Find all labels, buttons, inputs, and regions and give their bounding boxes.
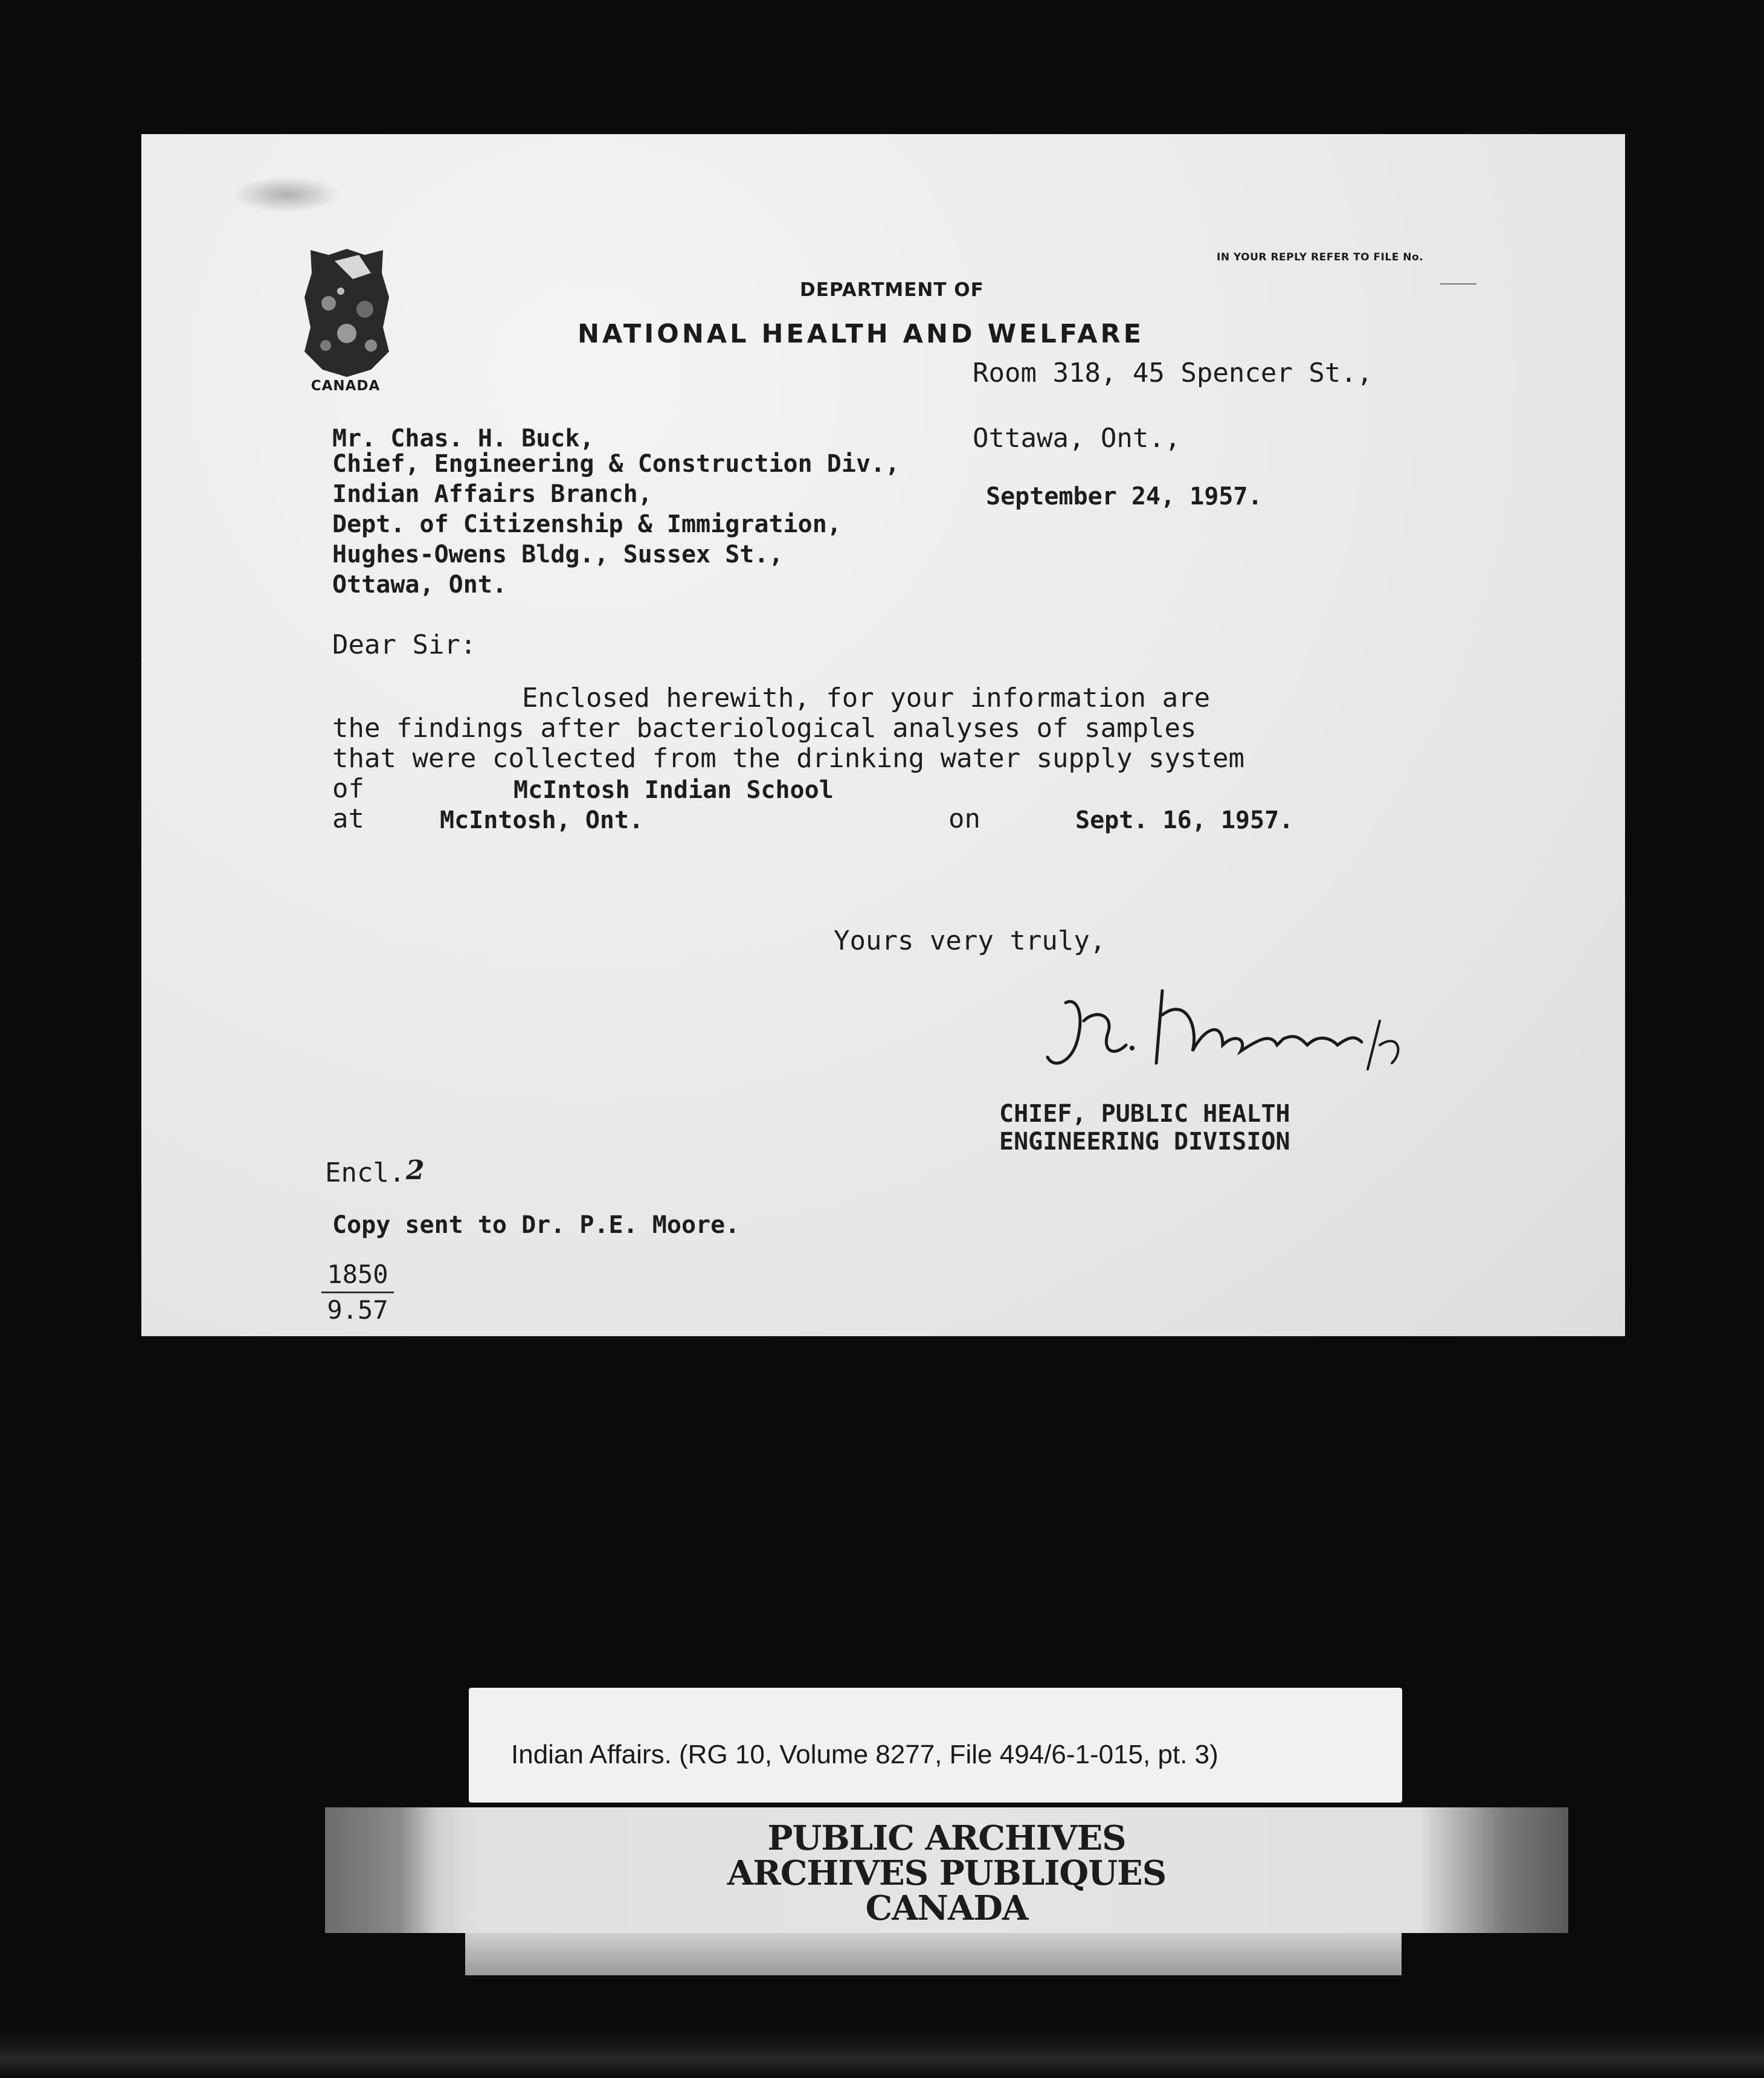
- body-line-1: Enclosed herewith, for your information are: [522, 683, 1211, 713]
- recipient-line-4: Dept. of Citizenship & Immigration,: [332, 510, 842, 538]
- body-at-label: at: [332, 803, 364, 834]
- recipient-line-3: Indian Affairs Branch,: [332, 480, 652, 508]
- sender-address-line-2: Ottawa, Ont.,: [973, 423, 1181, 454]
- body-line-2: the findings after bacteriological analyses of samples: [332, 713, 1197, 744]
- recipient-line-5: Hughes-Owens Bldg., Sussex St.,: [332, 541, 784, 568]
- closing: Yours very truly,: [834, 925, 1106, 956]
- film-edge: [0, 2030, 1764, 2078]
- body-on-label: on: [948, 803, 980, 834]
- reply-reference-note: IN YOUR REPLY REFER TO FILE No.: [1217, 251, 1424, 263]
- archive-citation-text: Indian Affairs. (RG 10, Volume 8277, File 494/6-1-015, pt. 3): [511, 1740, 1218, 1769]
- stamp-base: [465, 1933, 1402, 1975]
- reference-date: 9.57: [327, 1295, 388, 1325]
- salutation: Dear Sir:: [332, 629, 477, 660]
- school-name: McIntosh Indian School: [513, 776, 834, 804]
- letter-page: [141, 134, 1625, 1336]
- reference-rule: [321, 1292, 394, 1293]
- recipient-line-2: Chief, Engineering & Construction Div.,: [332, 450, 900, 478]
- file-reference: [321, 1259, 394, 1326]
- archives-stamp: [325, 1807, 1568, 1933]
- department-of-heading: DEPARTMENT OF: [800, 279, 984, 301]
- department-name-heading: NATIONAL HEALTH AND WELFARE: [578, 319, 1144, 349]
- recipient-line-1: Mr. Chas. H. Buck,: [332, 425, 594, 452]
- archives-stamp-line-2: ARCHIVES PUBLIQUES: [727, 1853, 1167, 1893]
- body-of-label: of: [332, 773, 364, 804]
- archives-stamp-text: [325, 1818, 1568, 1928]
- crest-label: CANADA: [311, 378, 381, 394]
- enclosure-count: 2: [406, 1155, 425, 1186]
- archives-stamp-line-3: CANADA: [865, 1888, 1028, 1928]
- reference-number: 1850: [327, 1259, 388, 1289]
- body-line-3: that were collected from the drinking water supply system: [332, 743, 1244, 774]
- school-location: McIntosh, Ont.: [440, 806, 644, 834]
- canada-crest-icon: [292, 237, 401, 382]
- letter-date: September 24, 1957.: [986, 483, 1263, 510]
- archive-citation-label: [469, 1688, 1402, 1803]
- sample-date: Sept. 16, 1957.: [1075, 806, 1294, 834]
- ink-smudge: [232, 176, 341, 213]
- signatory-title-line-2: ENGINEERING DIVISION: [999, 1128, 1290, 1156]
- archives-stamp-line-1: PUBLIC ARCHIVES: [767, 1818, 1126, 1858]
- copy-note: Copy sent to Dr. P.E. Moore.: [332, 1211, 740, 1239]
- handwritten-signature: [1041, 979, 1476, 1087]
- recipient-line-6: Ottawa, Ont.: [332, 571, 507, 599]
- enclosure-label: Encl.: [325, 1157, 405, 1188]
- reply-rule: [1440, 283, 1476, 285]
- signatory-title-line-1: CHIEF, PUBLIC HEALTH: [999, 1100, 1290, 1128]
- sender-address-line-1: Room 318, 45 Spencer St.,: [973, 358, 1373, 388]
